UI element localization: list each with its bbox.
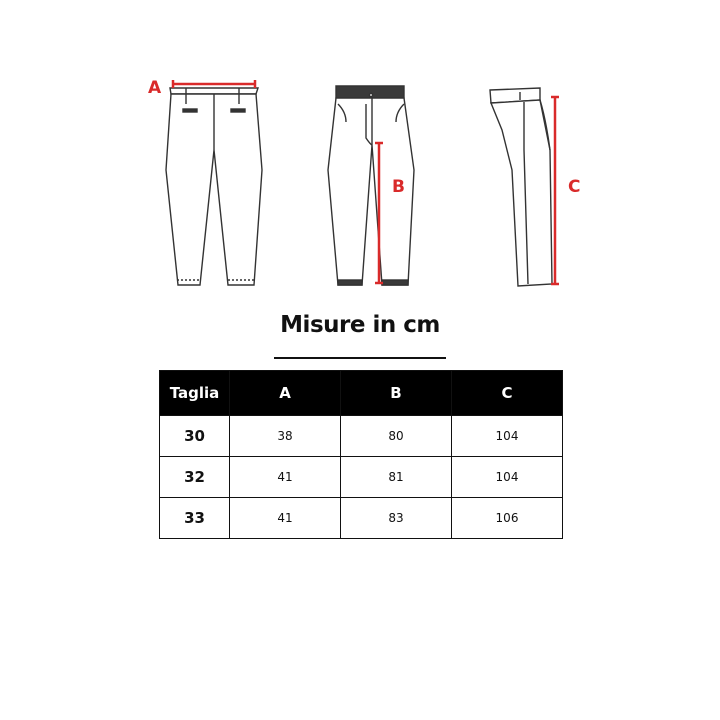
- value-c-cell: 104: [452, 457, 563, 498]
- measure-label-b: B: [392, 177, 405, 197]
- size-cell: 30: [160, 416, 230, 457]
- table-row: [160, 457, 563, 498]
- value-b-cell: 80: [341, 416, 452, 457]
- measure-a-line: [173, 80, 255, 88]
- trousers-illustration: [0, 0, 720, 300]
- value-b-cell: 81: [341, 457, 452, 498]
- size-cell: 33: [160, 498, 230, 539]
- title-underline: [274, 357, 446, 359]
- value-a-cell: 41: [230, 457, 341, 498]
- value-a-cell: 38: [230, 416, 341, 457]
- page-title: Misure in cm: [280, 312, 440, 338]
- value-c-cell: 106: [452, 498, 563, 539]
- header-a: A: [230, 371, 341, 416]
- header-c: C: [452, 371, 563, 416]
- table-row: [160, 416, 563, 457]
- value-a-cell: 41: [230, 498, 341, 539]
- size-table: [159, 370, 563, 539]
- trousers-back-view: [166, 88, 262, 285]
- measure-label-c: C: [568, 177, 581, 197]
- table-row: [160, 498, 563, 539]
- header-b: B: [341, 371, 452, 416]
- measure-label-a: A: [148, 78, 162, 98]
- trousers-side-view: [490, 88, 552, 286]
- size-cell: 32: [160, 457, 230, 498]
- value-c-cell: 104: [452, 416, 563, 457]
- value-b-cell: 83: [341, 498, 452, 539]
- table-header-row: [160, 371, 563, 416]
- header-taglia: Taglia: [160, 371, 230, 416]
